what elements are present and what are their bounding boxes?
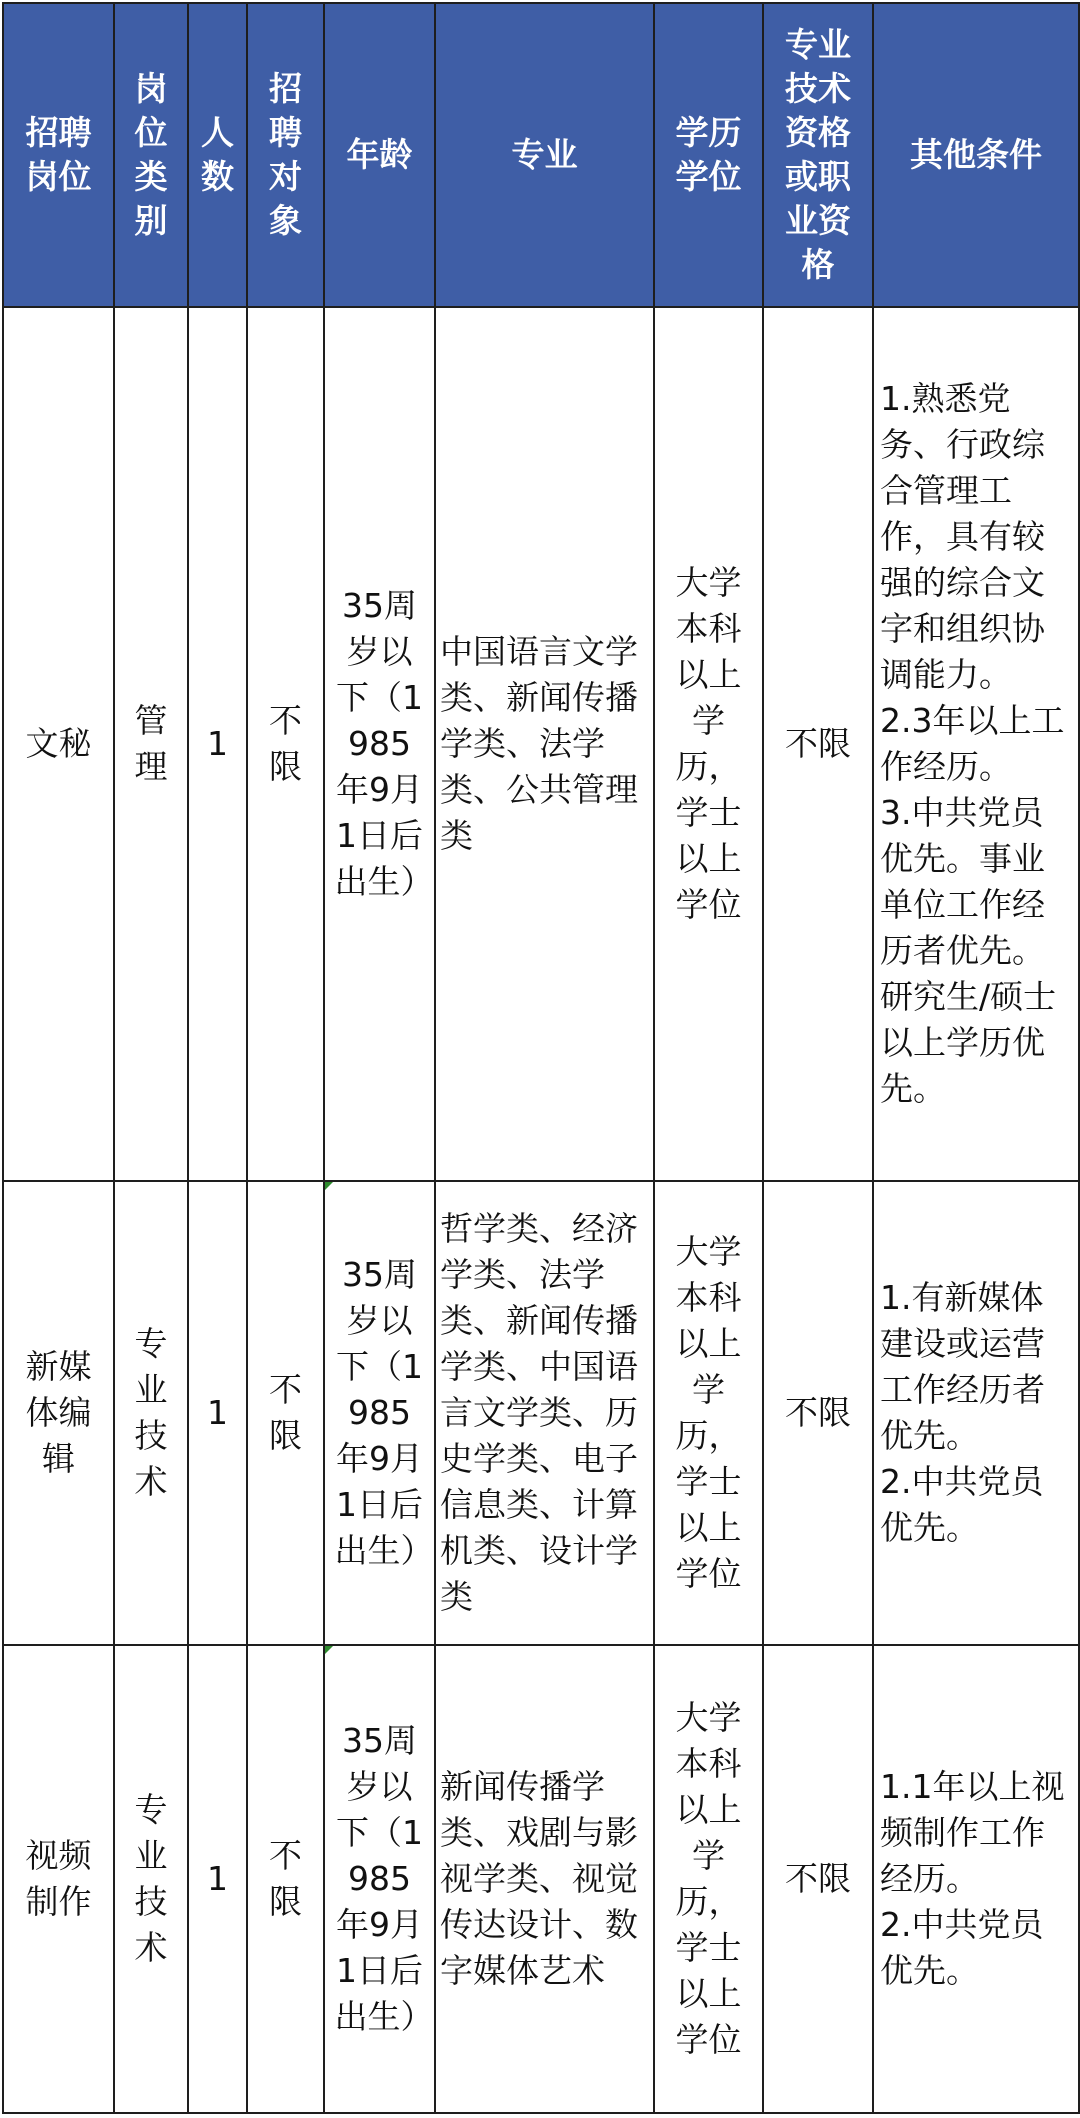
header-row — [3, 3, 1079, 307]
cell-target: 不限 — [247, 1645, 324, 2113]
cell-count: 1 — [188, 307, 247, 1181]
cell-category: 专业技术 — [114, 1645, 188, 2113]
cell-age: 35周岁以下（1985年9月1日后出生） — [324, 307, 435, 1181]
header-major: 专业 — [435, 3, 654, 307]
cell-qualification: 不限 — [763, 307, 873, 1181]
cell-education: 大学本科以上学历，学士以上学位 — [654, 307, 763, 1181]
cell-other: 1.熟悉党务、行政综合管理工作，具有较强的综合文字和组织协调能力。 2.3年以上工作经历。 3.中共党员优先。事业单位工作经历者优先。研究生/硕士以上学历优先。 — [873, 307, 1079, 1181]
header-target: 招聘对象 — [247, 3, 324, 307]
cell-category: 管理 — [114, 307, 188, 1181]
cell-other: 1.有新媒体建设或运营工作经历者优先。 2.中共党员优先。 — [873, 1181, 1079, 1645]
cell-position: 视频制作 — [3, 1645, 114, 2113]
cell-age: 35周岁以下（1985年9月1日后出生） — [324, 1645, 435, 2113]
table-row — [3, 1181, 1079, 1645]
cell-category: 专业技术 — [114, 1181, 188, 1645]
header-qualification: 专业技术资格或职业资格 — [763, 3, 873, 307]
comment-marker — [325, 1646, 333, 1654]
recruitment-table — [2, 2, 1080, 2114]
header-other: 其他条件 — [873, 3, 1079, 307]
cell-major: 哲学类、经济学类、法学类、新闻传播学类、中国语言文学类、历史学类、电子信息类、计算机类、设计学类 — [435, 1181, 654, 1645]
cell-other: 1.1年以上视频制作工作经历。 2.中共党员优先。 — [873, 1645, 1079, 2113]
header-age: 年龄 — [324, 3, 435, 307]
cell-target: 不限 — [247, 1181, 324, 1645]
header-category: 岗位类别 — [114, 3, 188, 307]
table-row — [3, 1645, 1079, 2113]
cell-position: 文秘 — [3, 307, 114, 1181]
cell-count: 1 — [188, 1645, 247, 2113]
cell-qualification: 不限 — [763, 1645, 873, 2113]
cell-major: 新闻传播学类、戏剧与影视学类、视觉传达设计、数字媒体艺术 — [435, 1645, 654, 2113]
cell-major: 中国语言文学类、新闻传播学类、法学类、公共管理类 — [435, 307, 654, 1181]
cell-education: 大学本科以上学历，学士以上学位 — [654, 1645, 763, 2113]
table-row — [3, 307, 1079, 1181]
comment-marker — [325, 1182, 333, 1190]
header-education: 学历学位 — [654, 3, 763, 307]
cell-education: 大学本科以上学历，学士以上学位 — [654, 1181, 763, 1645]
cell-target: 不限 — [247, 307, 324, 1181]
header-count: 人数 — [188, 3, 247, 307]
cell-count: 1 — [188, 1181, 247, 1645]
cell-position: 新媒体编辑 — [3, 1181, 114, 1645]
cell-age: 35周岁以下（1985年9月1日后出生） — [324, 1181, 435, 1645]
header-position: 招聘岗位 — [3, 3, 114, 307]
cell-qualification: 不限 — [763, 1181, 873, 1645]
